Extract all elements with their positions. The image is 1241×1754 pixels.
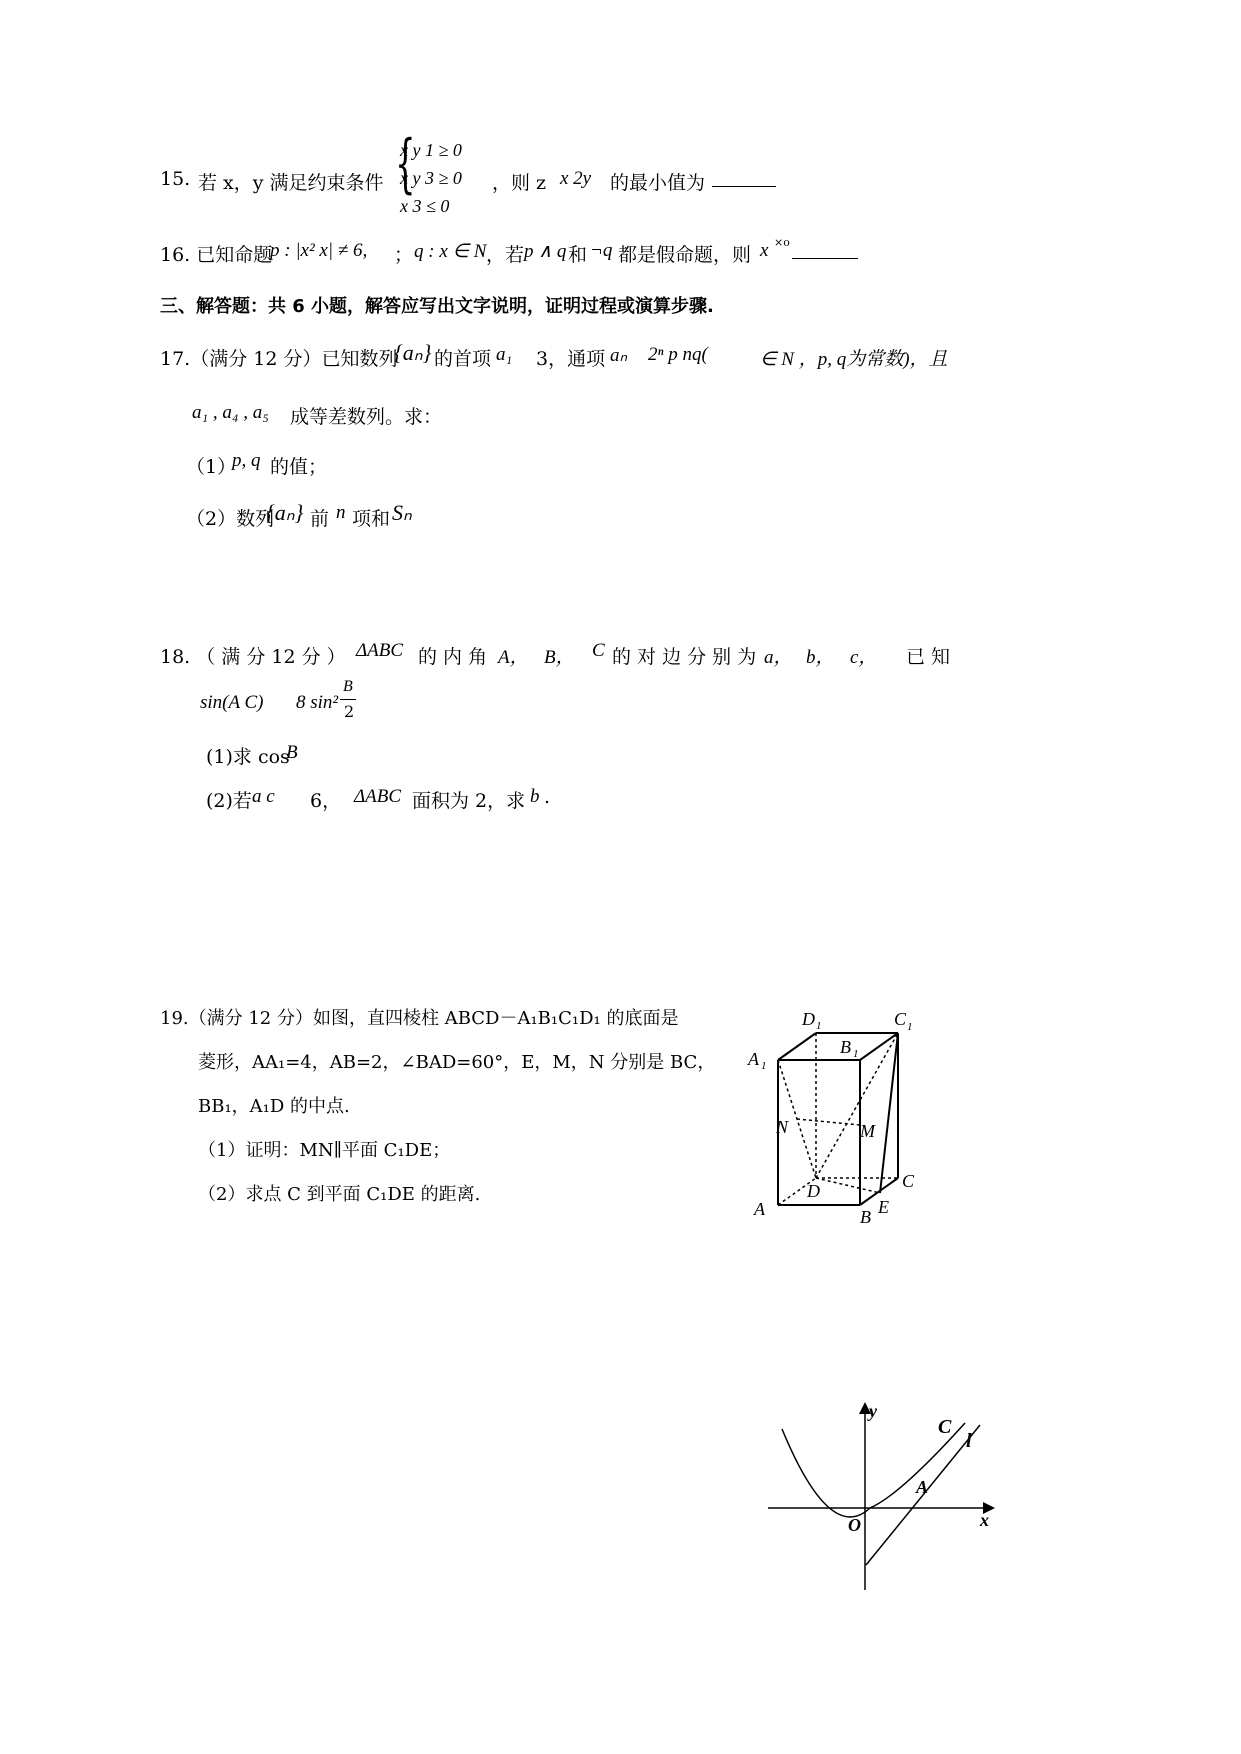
q18-b: b， [806, 647, 835, 668]
q18-B: B， [544, 647, 575, 668]
q16-text-c: 都是假命题，则 [618, 244, 752, 266]
q15-middle: ，则 z [492, 172, 547, 194]
q17-line2-text: 成等差数列。求： [290, 406, 443, 428]
line-l-label: l [966, 1430, 972, 1452]
q17-part2-sn: Sₙ [392, 500, 412, 525]
q18-part1: (1)求 cos [206, 746, 290, 768]
q18-part2-b: b [530, 786, 540, 807]
q18-t2: 的 对 边 分 别 为 [612, 646, 757, 668]
q19-part1: （1）证明：MN∥平面 C₁DE； [198, 1140, 451, 1161]
q15-answer-blank [712, 186, 776, 187]
label-M: M [860, 1121, 875, 1141]
q17-an2: aₙ [610, 345, 628, 366]
q15-expr: x 2y [560, 168, 592, 189]
q18-part2-text: 面积为 2，求 [412, 790, 526, 812]
q16-x-sup: ×o [774, 236, 790, 249]
q19-line3: BB₁，A₁D 的中点. [198, 1096, 350, 1117]
q15-suffix: 的最小值为 [610, 172, 706, 194]
q18-a: a， [764, 647, 793, 668]
label-B1-sub: 1 [853, 1048, 859, 1060]
q17-part1-num: （1） [186, 456, 237, 478]
q17-part2-text2: 项和 [352, 508, 391, 530]
q18-t3: 已 知 [906, 646, 951, 668]
q18-part2-head: (2)若 [206, 790, 252, 812]
y-axis-label: y [869, 1401, 877, 1421]
prism-figure [740, 1005, 940, 1235]
q17-part2-an: {aₙ} [266, 500, 304, 525]
constraint-3: x 3 ≤ 0 [400, 196, 450, 216]
q18-C: C [592, 640, 605, 661]
q17-part1-var: p, q [232, 450, 261, 471]
q17-part1-text: 的值； [270, 456, 328, 478]
constraint-2: x y 3 ≥ 0 [400, 168, 462, 188]
q17-an: {aₙ} [394, 340, 432, 365]
label-E: E [878, 1197, 889, 1217]
q19-line1: 19.（满分 12 分）如图，直四棱柱 ABCD－A₁B₁C₁D₁ 的底面是 [160, 1008, 679, 1029]
q17-formula: 2ⁿ p nq( [648, 344, 708, 365]
q18-part2-end: . [544, 786, 551, 808]
label-A1-sub: 1 [761, 1060, 767, 1072]
label-N: N [776, 1117, 789, 1137]
q16-text-b: ，若 [486, 244, 525, 266]
q18-frac-num: B [343, 678, 353, 695]
label-C1-sub: 1 [907, 1021, 913, 1033]
q16-answer-blank [792, 258, 858, 259]
q17-a1: a₁ [496, 344, 513, 365]
section-heading: 三、解答题：共 6 小题，解答应写出文字说明，证明过程或演算步骤. [160, 296, 714, 317]
q17-part2-n: n [336, 502, 346, 523]
q16-notq: ¬q [590, 240, 613, 261]
label-D: D [807, 1181, 820, 1201]
constraint-1: x y 1 ≥ 0 [400, 140, 462, 160]
label-A: A [754, 1199, 765, 1219]
q18-eq2: 8 sin² [296, 692, 339, 713]
label-A1: A [748, 1049, 759, 1069]
q17-head: 17.（满分 12 分）已知数列 [160, 348, 398, 370]
origin-label: O [848, 1515, 861, 1535]
q18-part2-eq: 6， [310, 790, 342, 812]
label-C: C [902, 1171, 915, 1191]
x-axis-label: x [980, 1510, 989, 1530]
q18-c: c， [850, 647, 878, 668]
point-A-label: A [916, 1477, 929, 1497]
q18-part1-var: B [286, 742, 298, 763]
q18-frac-bar [340, 699, 356, 700]
q18-t1: 的 内 角 [418, 646, 488, 668]
q18-part2-ac: a c [252, 786, 275, 807]
label-C1: C [894, 1009, 907, 1029]
q16-sep: ； [394, 244, 414, 266]
q18-eq: sin(A C) [200, 692, 264, 713]
q15-prefix: 若 x，y 满足约束条件 [198, 172, 384, 194]
q17-first: 的首项 [434, 348, 492, 370]
q18-frac-den: 2 [344, 702, 355, 721]
label-D1: D [802, 1009, 815, 1029]
q19-line2: 菱形，AA₁=4，AB=2，∠BAD=60°，E，M，N 分别是 BC， [198, 1052, 716, 1073]
q18-head: 18. （ 满 分 12 分 ） [160, 646, 346, 668]
q17-eq3: 3，通项 [536, 348, 606, 370]
q16-text-a: 16. 已知命题 [160, 244, 273, 266]
q15-number: 15. [160, 168, 191, 190]
q18-abc: ΔABC [356, 640, 404, 661]
system-brace: { [395, 127, 416, 201]
label-D1-sub: 1 [816, 1020, 822, 1032]
label-B: B [860, 1207, 871, 1227]
q17-part2-text: 前 [310, 508, 330, 530]
label-B1: B [840, 1037, 851, 1057]
q17-part2-num: （2）数列 [186, 508, 275, 530]
q16-x: x [760, 240, 769, 261]
q17-line2: a₁ , a₄ , a₅ [192, 402, 269, 423]
parabola-graph [760, 1395, 1000, 1595]
q16-p-expr: p : |x² x| ≠ 6, [270, 240, 368, 261]
q17-cond: ∈ N ，p, q为常数)，且 [760, 349, 948, 370]
q16-q-expr: q : x ∈ N [414, 241, 487, 262]
q18-part2-abc: ΔABC [354, 786, 402, 807]
q16-he: 和 [568, 244, 588, 266]
q19-part2: （2）求点 C 到平面 C₁DE 的距离. [198, 1184, 481, 1205]
q16-and-expr: p ∧ q [524, 241, 567, 262]
curve-C-label: C [938, 1416, 952, 1438]
q18-A: A， [498, 647, 529, 668]
